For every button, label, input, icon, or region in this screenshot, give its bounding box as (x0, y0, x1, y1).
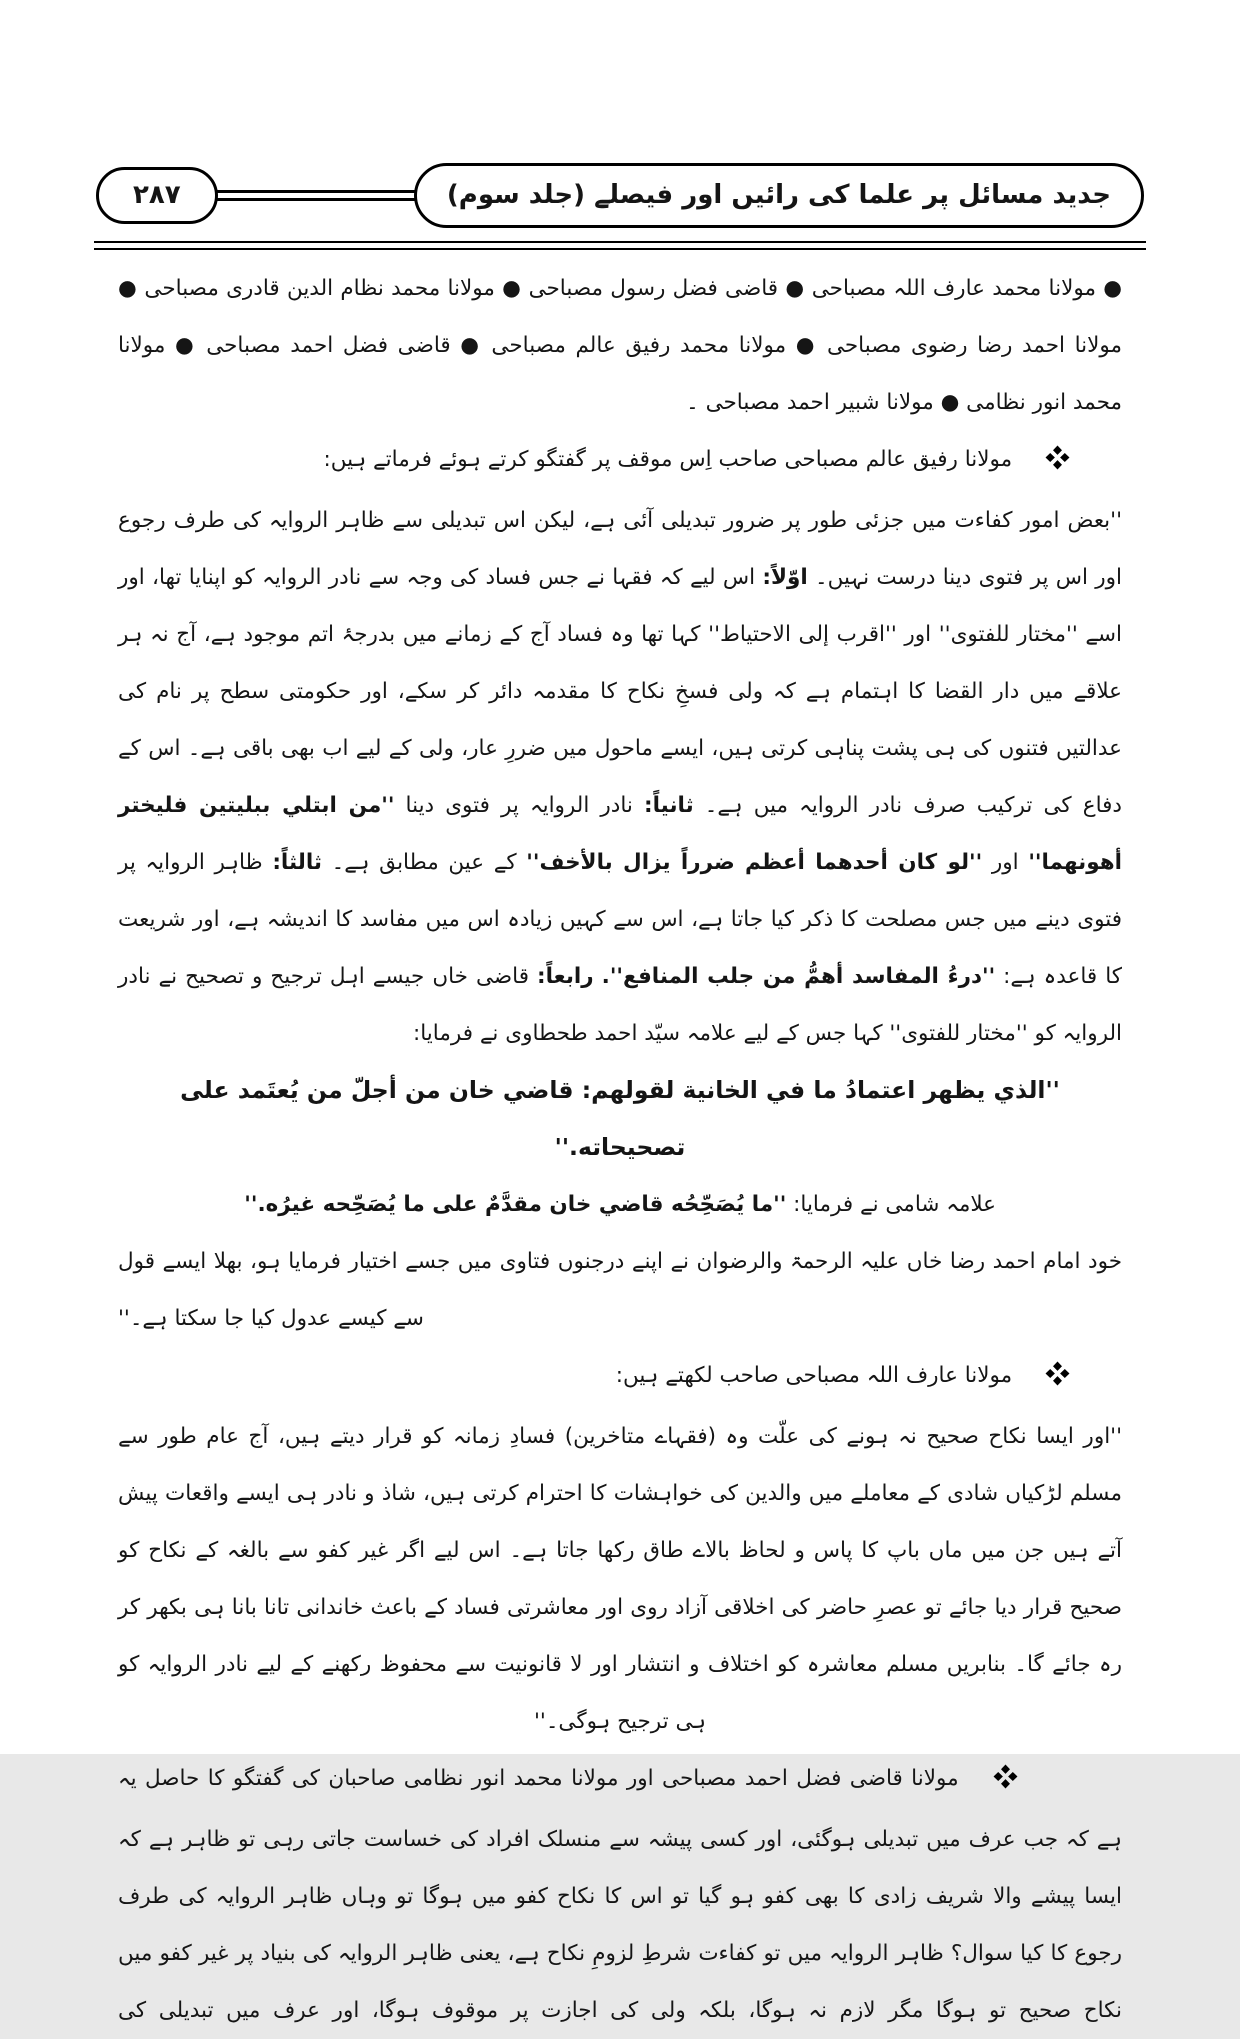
scholars-list-text: ● مولانا محمد عارف اللہ مصباحی ● قاضی فضل رسول مصباحی ● مولانا محمد نظام الدین قادری مصباحی ● مولانا احمد رضا رضوی مصباحی ● مولانا محمد رفیق عالم مصباحی ● قاضی فضل احمد مصباحی ● مولانا محمد انور نظامی ● مولانا شبیر احمد مصباحی ۔ (118, 276, 1122, 415)
page-header (96, 163, 1144, 228)
shami-quote-text: علامہ شامی نے فرمایا: ''ما یُصَحِّحُه قاضي خان مقدَّمٌ علی ما یُصَحِّحه غیرُه.'' (244, 1192, 996, 1217)
book-title-cartouche (414, 163, 1144, 228)
fatwa-quote-text: ''بعض امور کفاءت میں جزئی طور پر ضرور تبدیلی آئی ہے، لیکن اس تبدیلی سے ظاہر الروایہ کی طرف رجوع اور اس پر فتوی دینا درست نہیں۔ اوّلاً: اس لیے کہ فقہا نے جس فساد کی وجہ سے نادر الروایہ کو اپنایا تھا، اور اسے ''مختار للفتوی'' اور ''اقرب إلی الاحتیاط'' کہا تھا وہ فساد آج کے زمانے میں بدرجۂ اتم موجود ہے، آج نہ ہر علاقے میں دار القضا کا اہتمام ہے کہ ولی فسخِ نکاح کا مقدمہ دائر کر سکے، اور حکومتی سطح پر نام کی عدالتیں فتنوں کی ہی پشت پناہی کرتی ہیں، ایسے ماحول میں ضررِ عار، ولی کے لیے اب بھی باقی ہے۔ اس کے دفاع کی ترکیب صرف نادر الروایہ میں ہے۔ ثانیاً: نادر الروایہ پر فتوی دینا ''من ابتلي ببلیتین فلیختر أهونهما'' اور ''لو کان أحدهما أعظم ضرراً یزال بالأخف'' کے عین مطابق ہے۔ ثالثاً: ظاہر الروایہ پر فتوی دینے میں جس مصلحت کا ذکر کیا جاتا ہے، اس سے کہیں زیادہ اس میں مفاسد کا اندیشہ ہے، اور شریعت کا قاعدہ ہے: ''درءُ المفاسد أهمُّ من جلب المنافع''. رابعاً: قاضی خاں جیسے اہل ترجیح و تصحیح نے نادر الروایہ کو ''مختار للفتوی'' کہا جس کے لیے علامہ سیّد احمد طحطاوی نے فرمایا: (118, 508, 1122, 1046)
page-number: ۲۸۷ (133, 180, 181, 211)
arabic-maxim-text: ''الذي یظهر اعتمادُ ما في الخانیة لقولهم: قاضي خان من أجلّ من یُعتَمد علی تصحیحاته.'' (180, 1076, 1060, 1161)
scholars-list (118, 260, 1122, 431)
four-diamond-bullet-icon (993, 1754, 1070, 1811)
shami-quote-line (118, 1176, 1122, 1233)
arabic-maxim-line (118, 1062, 1122, 1176)
section-heading-text: مولانا عارف اللہ مصباحی صاحب لکھتے ہیں: (615, 1363, 1013, 1388)
quote-closing-text: خود امام احمد رضا خاں علیہ الرحمۃ والرضوان نے اپنے درجنوں فتاوی میں جسے اختیار فرمایا ہو، بھلا ایسے قول سے کیسے عدول کیا جا سکتا ہے۔'' (118, 1249, 1122, 1331)
letter-quote-paragraph (118, 1408, 1122, 1750)
four-diamond-bullet-icon (1045, 435, 1070, 492)
section-heading-text: مولانا رفیق عالم مصباحی صاحب اِس موقف پر گفتگو کرتے ہوئے فرماتے ہیں: (323, 447, 1013, 472)
header-connector-rule (215, 190, 417, 201)
header-double-rule (94, 241, 1146, 250)
discussion-summary-text: مولانا قاضی فضل احمد مصباحی اور مولانا محمد انور نظامی صاحبان کی گفتگو کا حاصل یہ ہے کہ جب عرف میں تبدیلی ہوگئی، اور کسی پیشہ سے منسلک افراد کی خساست جاتی رہی تو ظاہر ہے کہ ایسا پیشے والا شریف زادی کا بھی کفو ہو گیا تو اس کا نکاح کفو میں ہوگا تو وہاں ظاہر الروایہ کی طرف رجوع کا کیا سوال؟ ظاہر الروایہ میں تو کفاءت شرطِ لزومِ نکاح ہے، یعنی ظاہر الروایہ کی بنیاد پر غیر کفو میں نکاح صحیح تو ہوگا مگر لازم نہ ہوگا، بلکہ ولی کی اجازت پر موقوف ہوگا، اور عرف میں تبدیلی کی (118, 1766, 1122, 2023)
page-number-badge (96, 167, 218, 223)
section-heading-1 (118, 431, 1122, 492)
section-heading-2 (118, 1347, 1122, 1408)
four-diamond-bullet-icon (1045, 1351, 1070, 1408)
fatwa-quote-paragraph (118, 492, 1122, 1062)
discussion-summary-paragraph (118, 1750, 1122, 2039)
quote-closing-paragraph (118, 1233, 1122, 1347)
page-body (118, 260, 1122, 2039)
book-title: جدید مسائل پر علما کی رائیں اور فیصلے (جلد سوم) (446, 180, 1111, 210)
letter-quote-text: ''اور ایسا نکاح صحیح نہ ہونے کی علّت وہ (فقہاے متاخرین) فسادِ زمانہ کو قرار دیتے ہیں، آج عام طور سے مسلم لڑکیاں شادی کے معاملے میں والدین کی خواہشات کا احترام کرتی ہیں، شاذ و نادر ہی ایسے واقعات پیش آتے ہیں جن میں ماں باپ کا پاس و لحاظ بالاے طاق رکھا جاتا ہے۔ اس لیے اگر غیر کفو سے بالغہ کے نکاح کو صحیح قرار دیا جائے تو عصرِ حاضر کی اخلاقی آزاد روی اور معاشرتی فساد کے باعث خاندانی تانا بانا ہی بکھر کر رہ جائے گا۔ بنابریں مسلم معاشرہ کو اختلاف و انتشار اور لا قانونیت سے محفوظ رکھنے کے لیے نادر الروایہ کو ہی ترجیح ہوگی۔'' (118, 1424, 1122, 1734)
